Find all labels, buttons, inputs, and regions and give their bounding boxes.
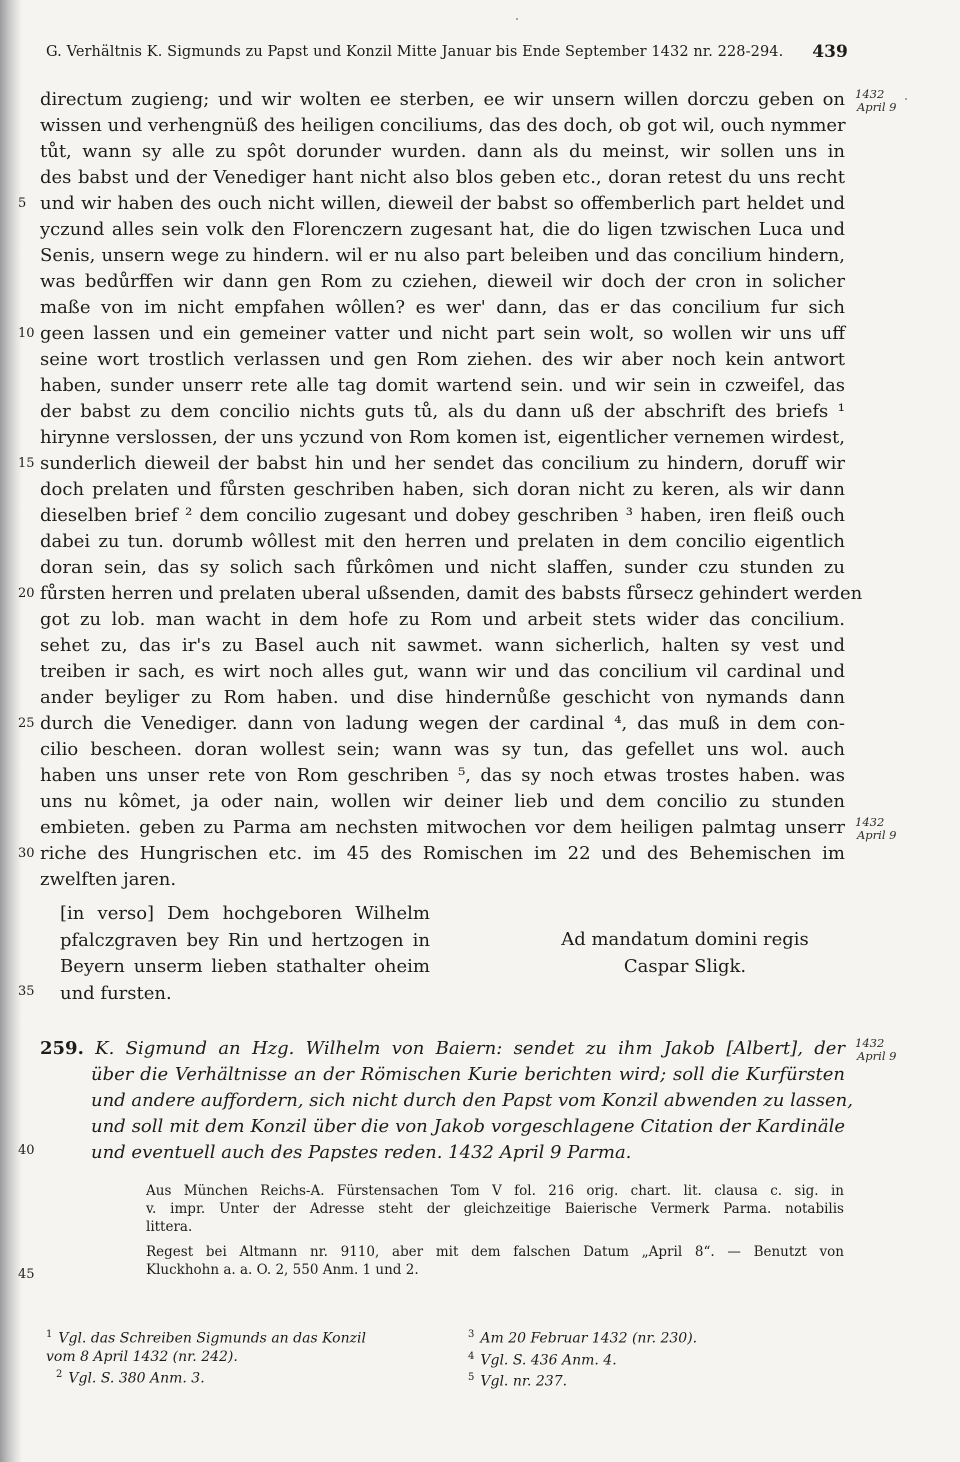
address-line: [in verso] Dem hochgeboren Wilhelm [60, 903, 430, 924]
body-line: uns nu kômet, ja oder nain, wollen wir deiner lieb und dem concilio zu stunden [40, 791, 845, 812]
source-line: Aus München Reichs-A. Fürstensachen Tom V fol. 216 orig. chart. lit. clausa c. sig. in [146, 1183, 844, 1199]
margin-year: 1432 [855, 815, 885, 829]
body-line: sunderlich dieweil der babst hin und her sendet das concilium zu hindern, doruff wir [40, 453, 845, 474]
address-in-verso [60, 901, 430, 1007]
regest-reference-note [146, 1243, 844, 1279]
regest-line: und soll mit dem Konzil über die von Jakob vorgeschlagene Citation der Kardinäle [91, 1116, 845, 1137]
line-number: 10 [18, 326, 35, 341]
body-line: doch prelaten und fůrsten geschriben haben, sich doran nicht zu keren, als wir dann [40, 479, 845, 500]
margin-year: 1432 [855, 1036, 885, 1050]
body-line: haben uns unser rete von Rom geschriben ⁵, das sy noch etwas trostes haben. was [40, 765, 845, 786]
regest-text: K. Sigmund an Hzg. Wilhelm von Baiern: sendet zu ihm Jakob [Albert], der [95, 1038, 845, 1059]
line-number: 20 [18, 586, 35, 601]
footnote-text: Vgl. das Schreiben Sigmunds an das Konzil [58, 1330, 366, 1347]
body-line: und wir haben des ouch nicht willen, dieweil der babst so offemberlich part heldet und [40, 193, 845, 214]
body-line: dieselben brief ² dem concilio zugesant und dobey geschriben ³ haben, iren fleiß ouch [40, 505, 845, 526]
footnote-mark: 1 [46, 1329, 53, 1340]
footnote [468, 1348, 848, 1370]
margin-date-note [855, 1037, 925, 1063]
line-number: 40 [18, 1143, 35, 1158]
footnote-text: Vgl. S. 380 Anm. 3. [68, 1370, 205, 1387]
document-number: 259. [40, 1038, 84, 1059]
margin-date-note [855, 816, 925, 842]
body-line: embieten. geben zu Parma am nechsten mitwochen vor dem heiligen palmtag unserr [40, 817, 845, 838]
running-head-title: G. Verhältnis K. Sigmunds zu Papst und Konzil Mitte Januar bis Ende September 1432 nr. 228-294. [46, 44, 784, 60]
body-line: was bedůrffen wir dann gen Rom zu cziehen, dieweil wir doch der cron in solicher [40, 271, 845, 292]
body-line: geen lassen und ein gemeiner vatter und nicht part sein wolt, so wollen wir uns uff [40, 323, 845, 344]
footnotes-right-column [468, 1326, 848, 1391]
reference-line: Regest bei Altmann nr. 9110, aber mit dem falschen Datum „April 8“. — Benutzt von [146, 1244, 844, 1260]
regest-259 [40, 1036, 853, 1166]
body-line: cilio bescheen. doran wollest sein; wann was sy tun, das gefellet uns wol. auch [40, 739, 845, 760]
subscription-line: Ad mandatum domini regis [561, 929, 809, 950]
footnote-continuation: vom 8 April 1432 (nr. 242). [46, 1348, 238, 1365]
regest-line [40, 1036, 845, 1062]
line-number: 35 [18, 984, 35, 999]
address-line: Beyern unserm lieben stathalter oheim [60, 956, 430, 977]
scan-speck [516, 18, 518, 20]
body-line: ander beyliger zu Rom haben. und dise hindernůße geschicht von nymands dann [40, 687, 845, 708]
footnote-text: Vgl. nr. 237. [480, 1373, 568, 1390]
regest-line: über die Verhältnisse an der Römischen Kurie berichten wird; soll die Kurfürsten [91, 1064, 845, 1085]
body-line: riche des Hungrischen etc. im 45 des Romischen im 22 und des Behemischen im [40, 843, 845, 864]
body-line: maße von im nicht empfahen wôllen? es wer' dann, das er das concilium fur sich [40, 297, 845, 318]
margin-year: 1432 [855, 87, 885, 101]
body-line: seine wort trostlich verlassen und gen Rom ziehen. des wir aber noch kein antwort [40, 349, 845, 370]
footnote-text: Vgl. S. 436 Anm. 4. [480, 1352, 617, 1369]
footnote [46, 1326, 436, 1348]
margin-date-note [855, 88, 925, 114]
footnote-mark: 5 [468, 1372, 475, 1384]
margin-date: April 9 [857, 828, 897, 842]
footnote [46, 1366, 436, 1388]
page-number: 439 [812, 42, 848, 62]
source-line: v. impr. Unter der Adresse steht der gleichzeitige Baierische Vermerk Parma. notabilis [146, 1201, 844, 1217]
body-line: fůrsten herren und prelaten uberal ußsenden, damit des babsts fůrsecz gehindert werden [40, 583, 863, 604]
running-head [46, 44, 846, 60]
body-line: directum zugieng; und wir wolten ee sterben, ee wir unsern willen dorczu geben on [40, 89, 845, 110]
body-line: dabei zu tun. dorumb wôllest mit den herren und prelaten in dem concilio eigentlich [40, 531, 845, 552]
body-line: got zu lob. man wacht in dem hofe zu Rom und arbeit stets wider das concilium. [40, 609, 845, 630]
body-line: doran sein, das sy solich sach fůrkômen und nicht slaffen, sunder czu stunden zu [40, 557, 845, 578]
line-number: 5 [18, 196, 27, 211]
footnote-mark: 2 [56, 1368, 63, 1380]
regest-line: und andere auffordern, sich nicht durch den Papst vom Konzil abwenden zu lassen, [91, 1090, 853, 1111]
footnote-mark: 4 [468, 1350, 475, 1362]
body-line: haben, sunder unserr rete alle tag domit wartend sein. und wir sein in czweifel, das [40, 375, 845, 396]
body-line: Senis, unsern wege zu hindern. wil er nu also part beleiben und das concilium hindern, [40, 245, 845, 266]
footnote-mark: 3 [468, 1329, 475, 1340]
footnotes-left-column [46, 1326, 436, 1387]
subscription-line: Caspar Sligk. [623, 955, 747, 977]
line-number: 45 [18, 1267, 35, 1282]
regest-line: und eventuell auch des Papstes reden. 1432 April 9 Parma. [91, 1142, 632, 1163]
body-line: hirynne verslossen, der uns yczund von Rom komen ist, eigentlicher vernemen wirdest, [40, 427, 845, 448]
line-number: 25 [18, 716, 35, 731]
address-line: pfalczgraven bey Rin und hertzogen in [60, 929, 430, 951]
footnote [468, 1369, 848, 1391]
chancery-subscription [530, 927, 840, 980]
body-line: tůt, wann sy alle zu spôt dorunder wurden. dann als du meinst, wir sollen uns in [40, 141, 845, 162]
footnote-text: Am 20 Februar 1432 (nr. 230). [480, 1330, 698, 1347]
body-line: yczund alles sein volk den Florenczern zugesant hat, die do ligen tzwischen Luca und [40, 219, 845, 240]
body-line: wissen und verhengnüß des heiligen conciliums, das des doch, ob got wil, ouch nymmer [40, 115, 846, 136]
reference-line: Kluckhohn a. a. O. 2, 550 Anm. 1 und 2. [146, 1262, 419, 1278]
address-line: und fursten. [60, 982, 172, 1004]
body-line: des babst und der Venediger hant nicht also blos geben etc., doran retest du uns recht [40, 167, 845, 188]
source-note [146, 1182, 844, 1236]
margin-date: April 9 [857, 100, 897, 114]
footnote [468, 1326, 848, 1348]
body-line: treiben ir sach, es wirt noch alles gut, wann wir und das concilium vil cardinal und [40, 661, 845, 682]
line-number: 15 [18, 456, 35, 471]
source-line: littera. [146, 1219, 193, 1235]
body-line: zwelften jaren. [40, 869, 177, 890]
line-number: 30 [18, 846, 35, 861]
body-line: sehet zu, das ir's zu Basel auch nit sawmet. wann sicherlich, halten sy vest und [40, 635, 845, 656]
margin-date: April 9 [857, 1049, 897, 1063]
body-line: der babst zu dem concilio nichts guts tů, als du dann uß der abschrift des briefs ¹ [40, 401, 845, 422]
body-line: durch die Venediger. dann von ladung wegen der cardinal ⁴, das muß in dem con- [40, 713, 845, 734]
